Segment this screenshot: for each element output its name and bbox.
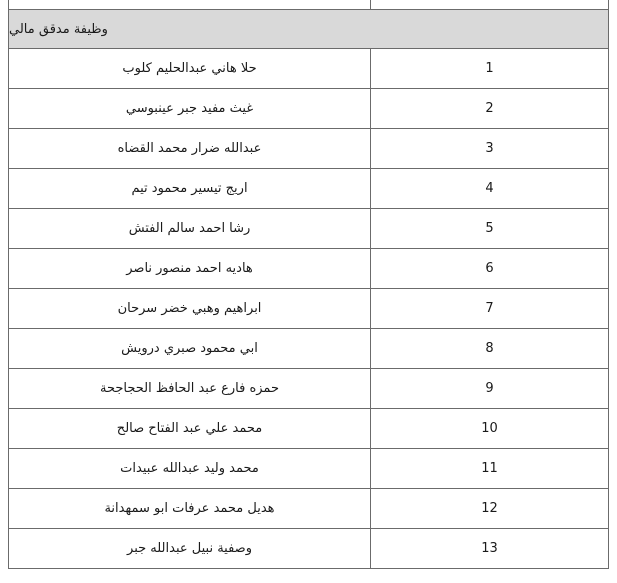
name-cell: عبدالله ضرار محمد القضاه [9,129,371,168]
number-cell: 8 [485,341,494,356]
name-cell: غيث مفيد جبر عينبوسي [9,89,371,128]
name-cell: هاديه احمد منصور ناصر [9,249,371,288]
name-cell: محمد وليد عبدالله عبيدات [9,449,371,488]
name-cell: هديل محمد عرفات ابو سمهدانة [9,489,371,528]
previous-row-remnant [8,0,609,9]
table-body [8,49,609,569]
table-row [8,289,609,329]
section-title: وظيفة مدقق مالي [9,21,108,37]
table-row [8,529,609,569]
number-cell: 2 [485,101,494,116]
number-cell: 9 [485,381,494,396]
table-row [8,449,609,489]
number-cell: 1 [485,61,494,76]
table-row [8,329,609,369]
name-cell: رشا احمد سالم الفتش [9,209,371,248]
name-cell: محمد علي عبد الفتاح صالح [9,409,371,448]
name-cell: حمزه فارع عبد الحافظ الحجاجحة [9,369,371,408]
table-row [8,49,609,89]
table-row [8,169,609,209]
previous-name-cell [9,0,371,9]
number-cell: 13 [481,541,498,556]
candidates-table [8,0,609,569]
table-row [8,129,609,169]
number-cell: 12 [481,501,498,516]
number-cell: 3 [485,141,494,156]
number-cell: 7 [485,301,494,316]
table-row [8,249,609,289]
table-row [8,209,609,249]
number-cell: 11 [481,461,498,476]
name-cell: ابي محمود صبري درويش [9,329,371,368]
previous-number-cell [371,0,608,9]
name-cell: حلا هاني عبدالحليم كلوب [9,49,371,88]
table-row [8,369,609,409]
table-row [8,489,609,529]
section-header [8,9,609,49]
table-row [8,409,609,449]
table-row [8,89,609,129]
name-cell: ابراهيم وهبي خضر سرحان [9,289,371,328]
name-cell: اريج تيسير محمود تيم [9,169,371,208]
name-cell: وصفية نبيل عبدالله جبر [9,529,371,568]
number-cell: 6 [485,261,494,276]
number-cell: 5 [485,221,494,236]
number-cell: 4 [485,181,494,196]
number-cell: 10 [481,421,498,436]
